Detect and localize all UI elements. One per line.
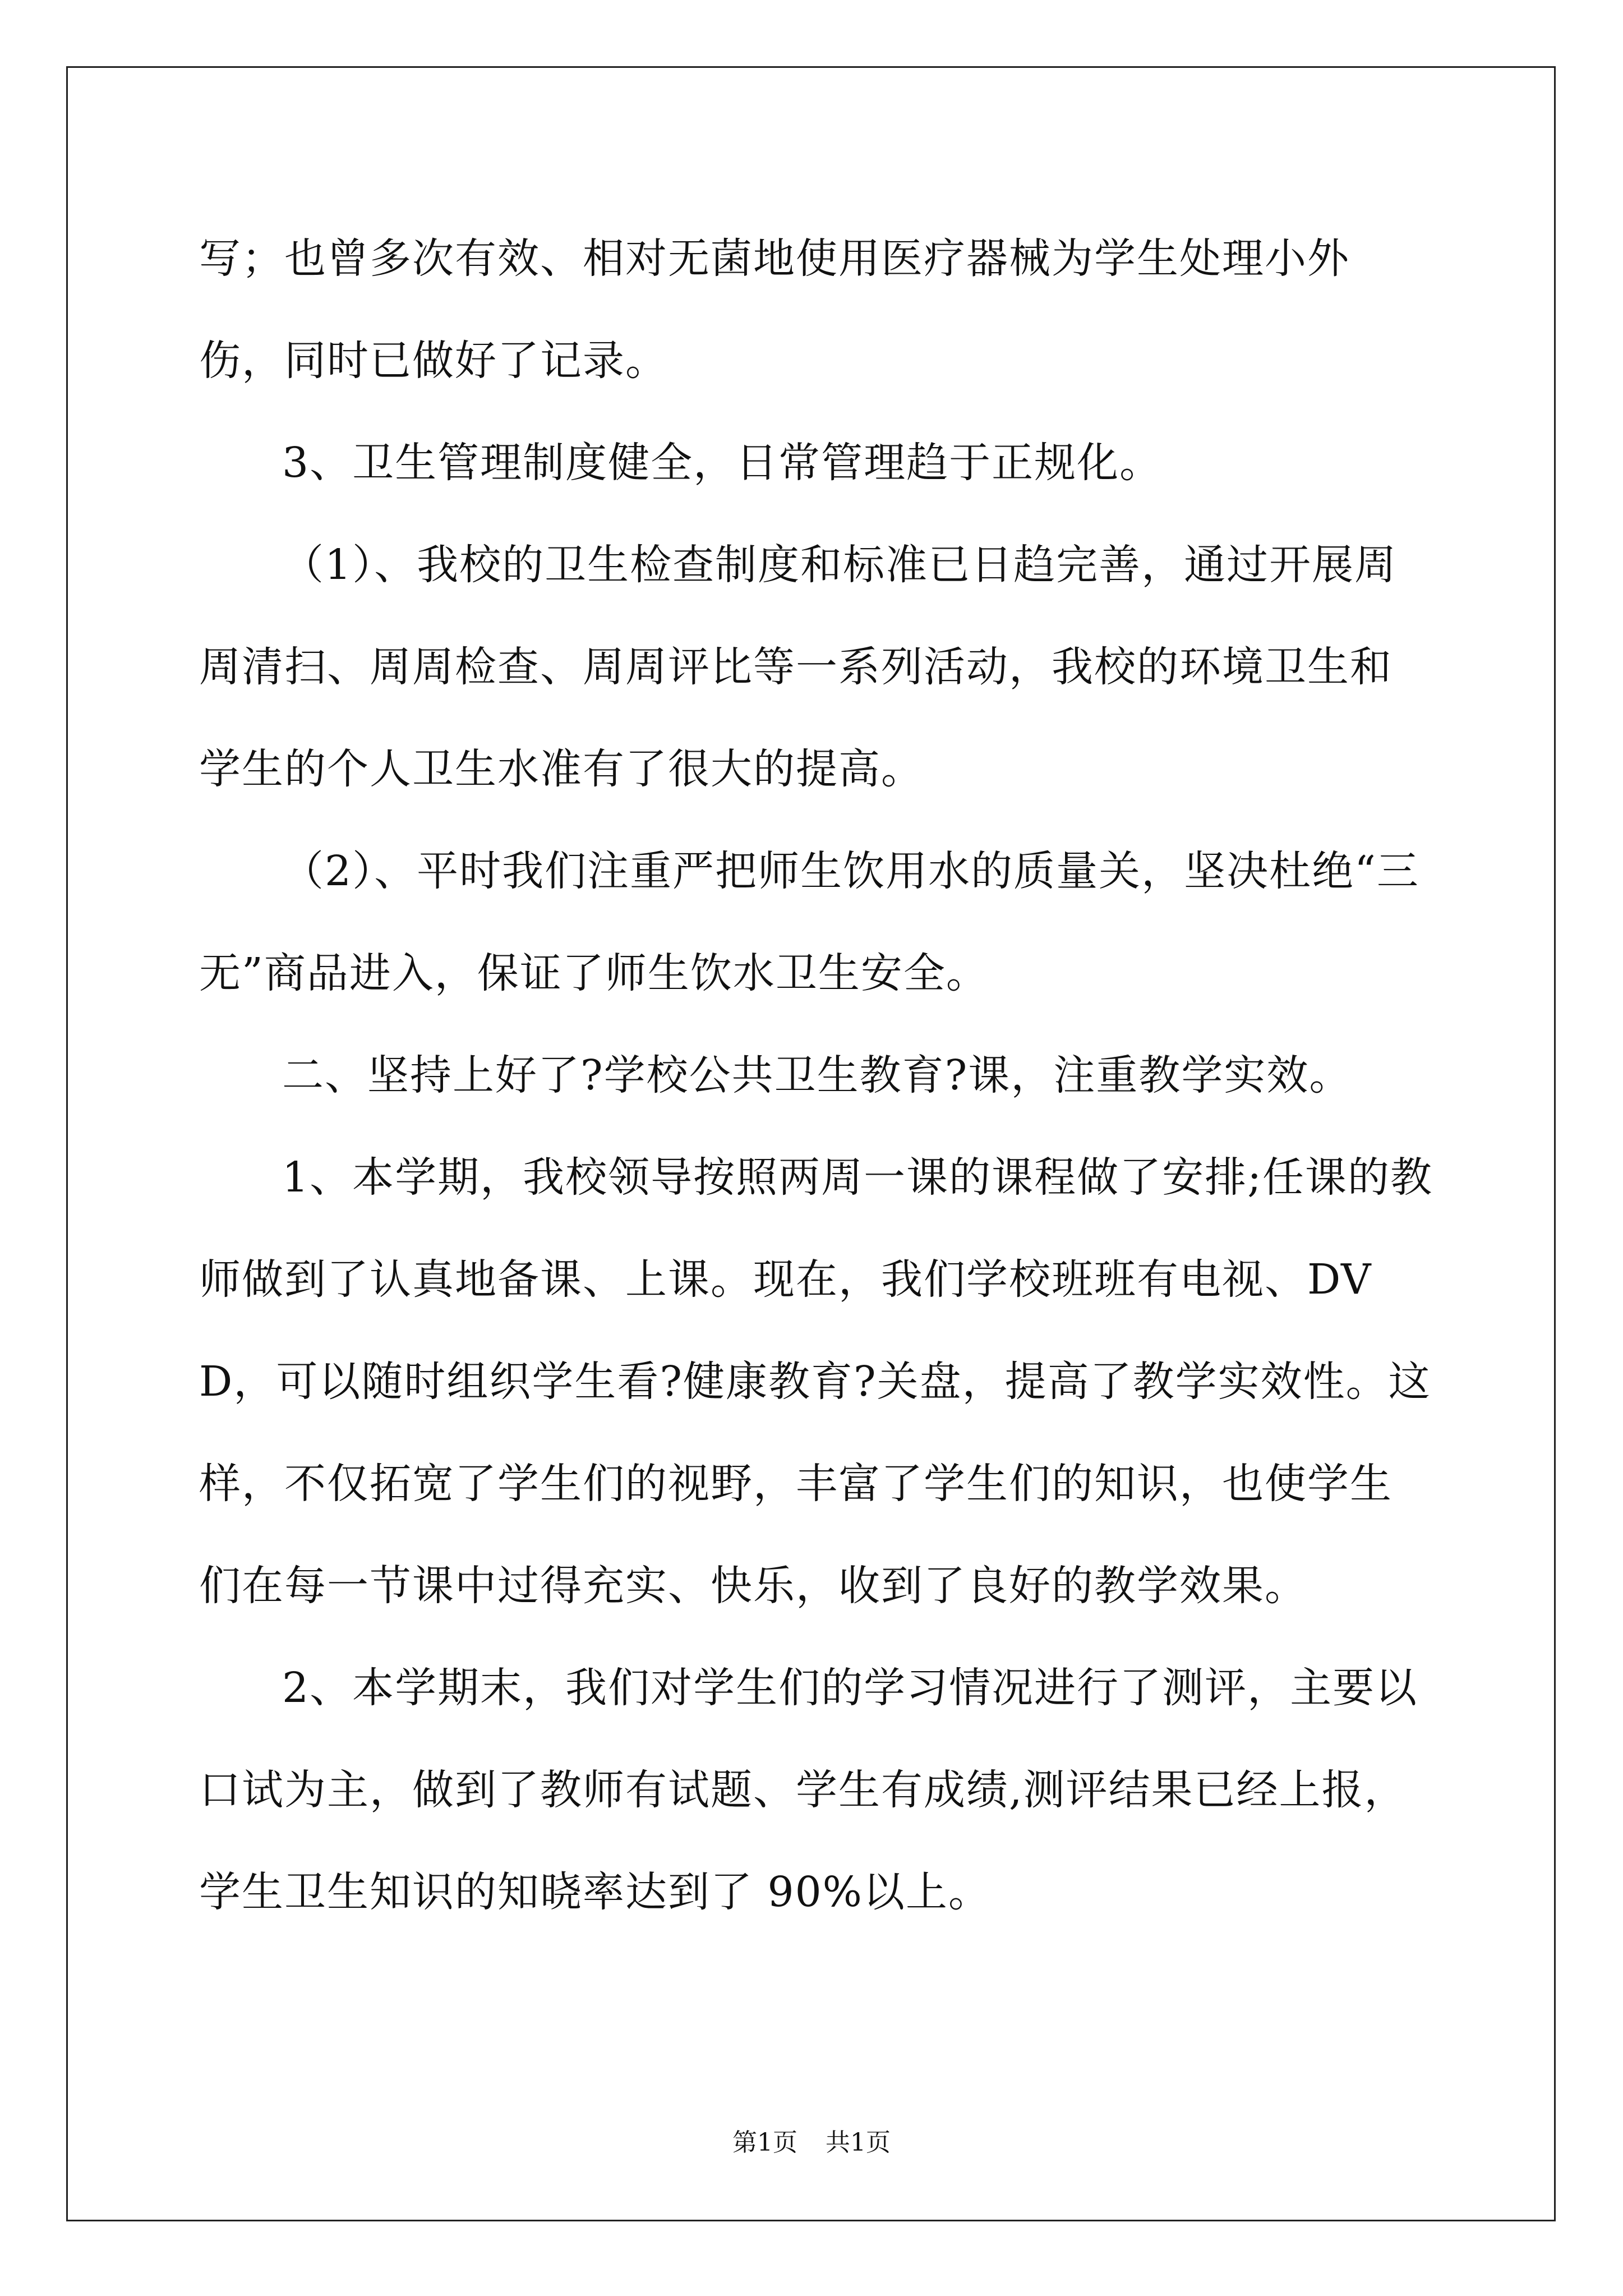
paragraph: 1、本学期，我校领导按照两周一课的课程做了安排;任课的教师做到了认真地备课、上课。现在，我们学校班班有电视、DVD，可以随时组织学生看?健康教育?关盘，提高了教学实效性。这样，不仅拓宽了学生们的视野，丰富了学生们的知识，也使学生们在每一节课中过得充实、快乐，收到了良好的教学效果。	[199, 1153, 1433, 1610]
document-body	[199, 208, 1433, 1943]
paragraph: （2）、平时我们注重严把师生饮用水的质量关，坚决杜绝“三无”商品进入，保证了师生饮水卫生安全。	[199, 847, 1419, 997]
paragraph: （1）、我校的卫生检查制度和标准已日趋完善，通过开展周周清扫、周周检查、周周评比等一系列活动，我校的环境卫生和学生的个人卫生水准有了很大的提高。	[199, 541, 1398, 793]
paragraph: 二、坚持上好了?学校公共卫生教育?课，注重教学实效。	[282, 1051, 1352, 1099]
paragraph: 写；也曾多次有效、相对无菌地使用医疗器械为学生处理小外伤，同时已做好了记录。	[199, 234, 1350, 385]
page-number: 第1页	[732, 2128, 797, 2157]
page-total: 共1页	[826, 2128, 891, 2157]
paragraph: 3、卫生管理制度健全，日常管理趋于正规化。	[282, 439, 1163, 487]
paragraph: 2、本学期末，我们对学生们的学习情况进行了测评，主要以口试为主，做到了教师有试题、学生有成绩,测评结果已经上报，学生卫生知识的知晓率达到了 90%以上。	[199, 1664, 1418, 1916]
page-footer	[0, 2126, 1623, 2160]
